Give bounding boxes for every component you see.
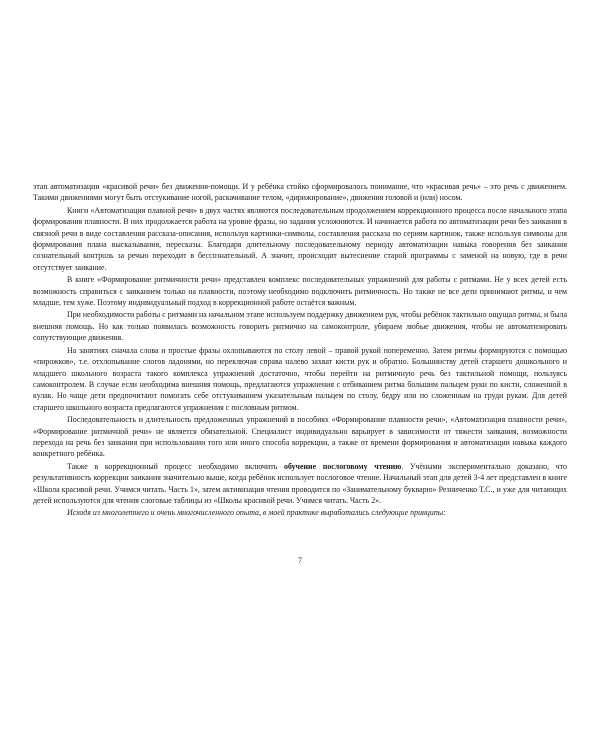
paragraph-5: На занятиях сначала слова и простые фразы охлопываются по столу левой – правой рукой попеременно. Затем ритмы формируются с помощью «пирожков», т.е. отхлопывание слогов ладонями, но переключая справа налево захват кисти рук и обратно. Большинству детей старшего дошкольного и младшего школьного возраста такого комплекса упражнений достаточно, чтобы перейти на ритмичную речь без тактильной помощи, пользуясь самоконтролем. В случае если необходима внешняя помощь, предлагаются упражнения с отбиванием ритма большим пальцем руки по кисти, сложенной в кулак. Но чаще дети предпочитают помогать себе отстукиванием указательным пальцем по столу, бедру или по сложенным на груди рукам. Для детей старшего школьного возраста предлагаются упражнения с пословным ритмом. — [33, 345, 567, 412]
paragraph-4: При необходимости работы с ритмами на начальном этапе используем поддержку движением рук, чтобы ребёнок тактильно ощущал ритмы, и была внешняя помощь. Но как только появилась возможность говорить ритмично на самоконтроле, убираем любые движения, чтобы не автоматизировать сопутствующие движения. — [33, 310, 567, 343]
paragraph-7 — [33, 461, 567, 507]
paragraph-3: В книге «Формирование ритмичности речи» представлен комплекс последовательных упражнений для работы с ритмами. Не у всех детей есть возможность справиться с заиканием только на плавности, поэтому необходимо подключить ритмичность. Но также не все дети принимают ритмы, и чем младше, тем хуже. Поэтому индивидуальный подход в коррекционной работе остаётся важным. — [33, 275, 567, 308]
paragraph-7-bold: обучение послоговому чтению — [284, 461, 402, 471]
paragraph-8-italic: Исходя из многолетнего и очень многочисленного опыта, в моей практике выработались следующие принципы: — [67, 508, 446, 518]
text-column — [33, 181, 567, 519]
paragraph-6: Последовательность и длительность предложенных упражнений в пособиях «Формирование плавности речи», «Автоматизация плавности речи», «Формирование ритмичной речи» не является обязательной. Специалист индивидуально варьирует в зависимости от тяжести заикания, возможности перехода на речь без заикания при использовании того или иного способа коррекции, а также от времени формирования и автоматизации навыка каждого конкретного ребёнка. — [33, 415, 567, 459]
page-number: 7 — [298, 556, 302, 565]
paragraph-7-rest: . Учёными экспериментально доказано, что результативность коррекции заикания значительно выше, когда ребёнок использует послоговое чтение. Начальный этап для детей 3-4 лет представлен в книге «Школа красивой речи. Учимся читать. Часть 1», затем активизация чтения проводится по «Занимательному букварю» Резниченко Т.С., и уже для читающих детей используются для чтения слоговые таблицы из «Школы красивой речи. Учимся читать. Часть 2». — [33, 461, 567, 505]
paragraph-1: этап автоматизации «красивой речи» без движения-помощи. И у ребёнка стойко сформировалось понимание, что «красивая речь» – это речь с движением. Такими движениями могут быть отстукивание ногой, раскачивание телом, «дирижирование», движения головой и (или) носом. — [33, 182, 567, 203]
paragraph-8 — [33, 507, 567, 518]
paragraph-2: Книги «Автоматизация плавной речи» в двух частях являются последовательным продолжением коррекционного процесса после начального этапа формирования плавности. В них продолжается работа на уровне фразы, но задания усложняются. И начинается работа по автоматизации речи без заикания в связной речи в виде составления рассказа-описания, используя картинки-символы, составления рассказа по сериям картинок, также используя символы для формирования плана высказывания, пересказы. Благодаря длительному последовательному периоду автоматизации навыка говорения без заикания сознательный контроль за речью переходит в бессознательный. А значит, происходит вытеснение старой программы с заменой на новую, где в речи отсутствует заикание. — [33, 205, 567, 272]
paragraph-7-lead: Также в коррекционный процесс необходимо включить — [67, 461, 284, 471]
